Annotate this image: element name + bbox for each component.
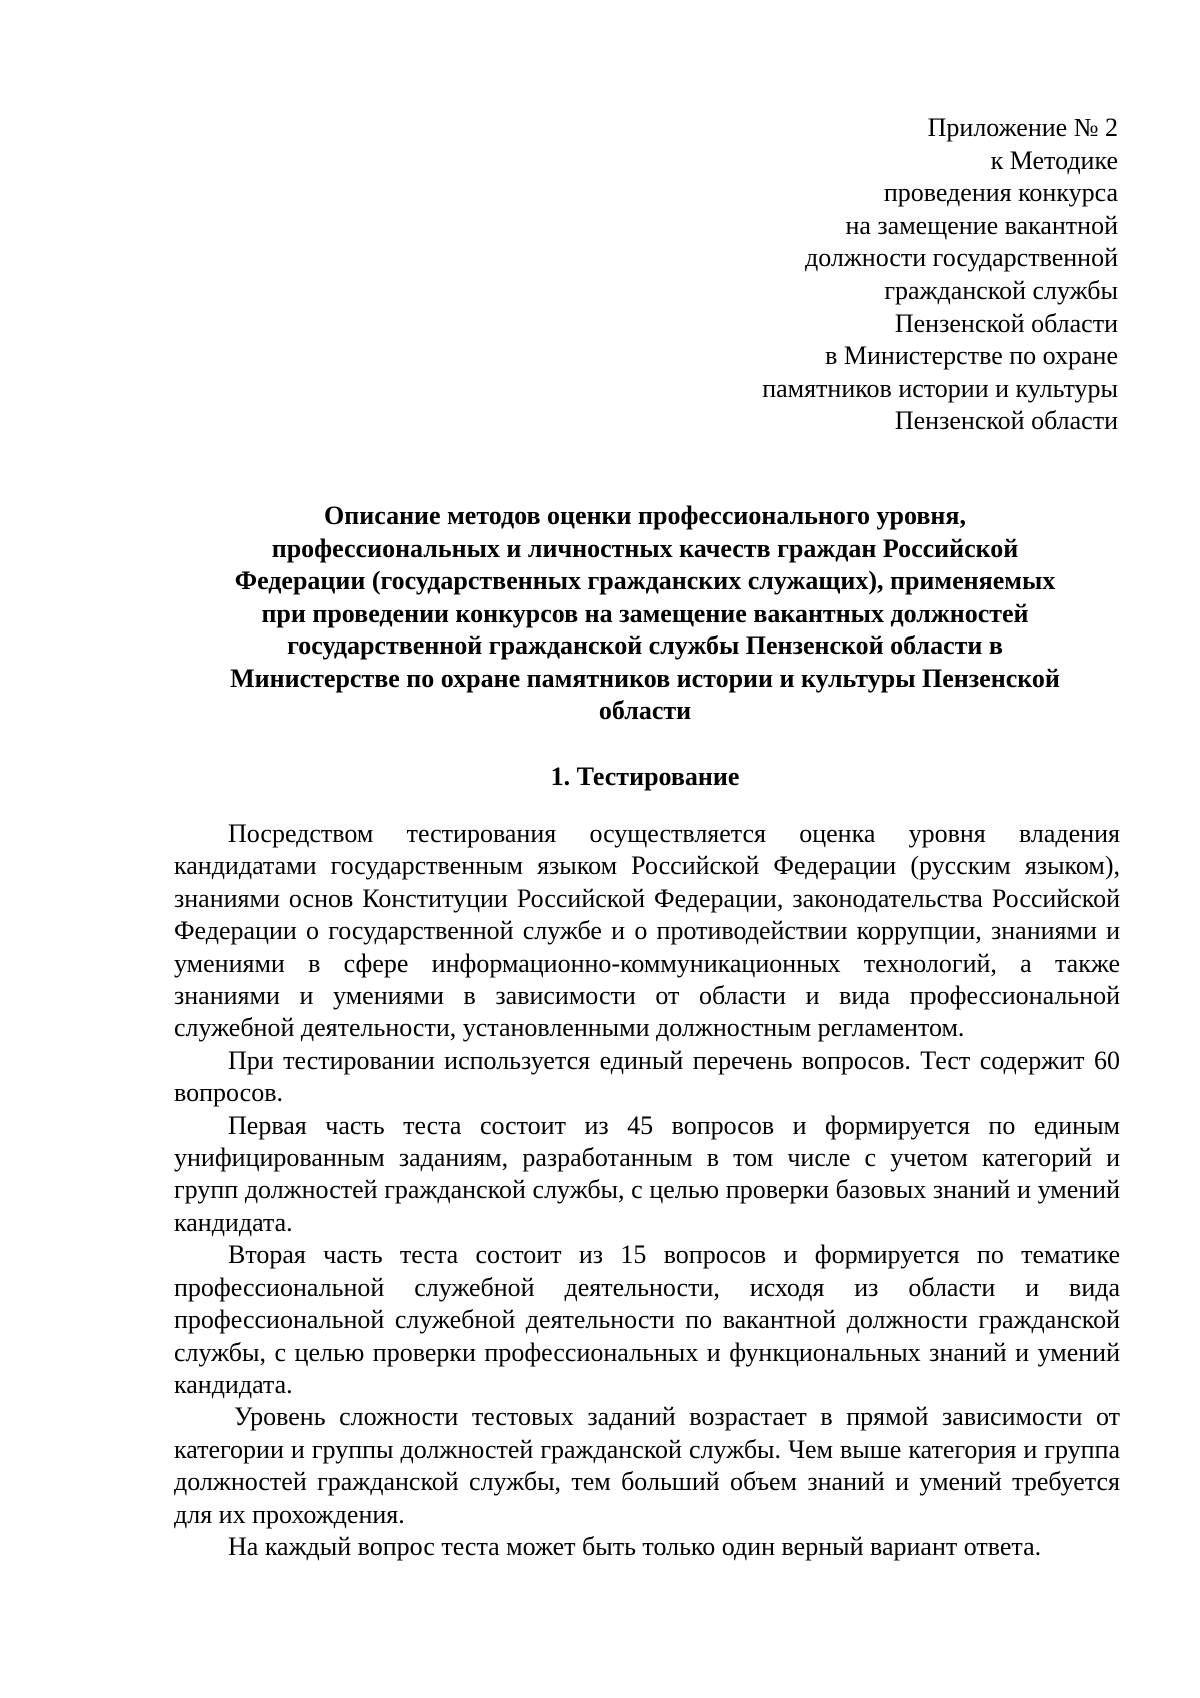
document-title (170, 500, 1120, 728)
appendix-line: должности государственной (804, 243, 1118, 273)
paragraph: На каждый вопрос теста может быть только один верный вариант ответа. (228, 1531, 1042, 1561)
appendix-line: Пензенской области (894, 308, 1118, 338)
appendix-line: Пензенской области (894, 406, 1118, 436)
paragraph: Уровень сложности тестовых заданий возрастает в прямой зависимости от категории и группы должностей гражданской службы. Чем выше категория и группа должностей гражданской службы, тем больший объем знаний и умений требуется для их прохождения. (174, 1402, 1120, 1529)
appendix-line: памятников истории и культуры (762, 373, 1118, 403)
appendix-line: гражданской службы (884, 275, 1118, 305)
title-line: Федерации (государственных гражданских служащих), применяемых (234, 566, 1056, 595)
appendix-line: Приложение № 2 (927, 113, 1118, 142)
appendix-line: в Министерстве по охране (825, 341, 1118, 371)
title-line: Описание методов оценки профессионального уровня, (324, 501, 966, 530)
paragraph: Посредством тестирования осуществляется оценка уровня владения кандидатами государственным языком Российской Федерации (русским языком), знаниями основ Конституции Российской Федерации, законодательства Российской Федерации о государственной службе и о противодействии коррупции, знаниями и умениями в сфере информационно-коммуникационных технологий, а также знаниями и умениями в зависимости от области и вида профессиональной служебной деятельности, установленными должностным регламентом. (174, 819, 1120, 1043)
paragraph: Вторая часть теста состоит из 15 вопросов и формируется по тематике профессиональной служебной деятельности, исходя из области и вида профессиональной служебной деятельности по вакантной должности гражданской службы, с целью проверки профессиональных и функциональных знаний и умений кандидата. (174, 1240, 1120, 1399)
title-line: при проведении конкурсов на замещение вакантных должностей (261, 598, 1029, 628)
appendix-header (558, 112, 1118, 438)
title-line: Министерстве по охране памятников истории и культуры Пензенской (230, 663, 1060, 693)
section-body (174, 818, 1120, 1563)
title-line: государственной гражданской службы Пензенской области в (287, 631, 1003, 660)
appendix-line: проведения конкурса (883, 178, 1118, 208)
section-heading: 1. Тестирование (550, 762, 740, 791)
paragraph: При тестировании используется единый перечень вопросов. Тест содержит 60 вопросов. (174, 1045, 1120, 1108)
appendix-line: на замещение вакантной (845, 210, 1118, 240)
paragraph: Первая часть теста состоит из 45 вопросов и формируется по единым унифицированным заданиям, разработанным в том числе с учетом категорий и групп должностей гражданской службы, с целью проверки базовых знаний и умений кандидата. (174, 1110, 1120, 1237)
title-line: области (598, 696, 692, 725)
title-line: профессиональных и личностных качеств граждан Российской (271, 533, 1019, 563)
appendix-line: к Методике (990, 145, 1118, 175)
